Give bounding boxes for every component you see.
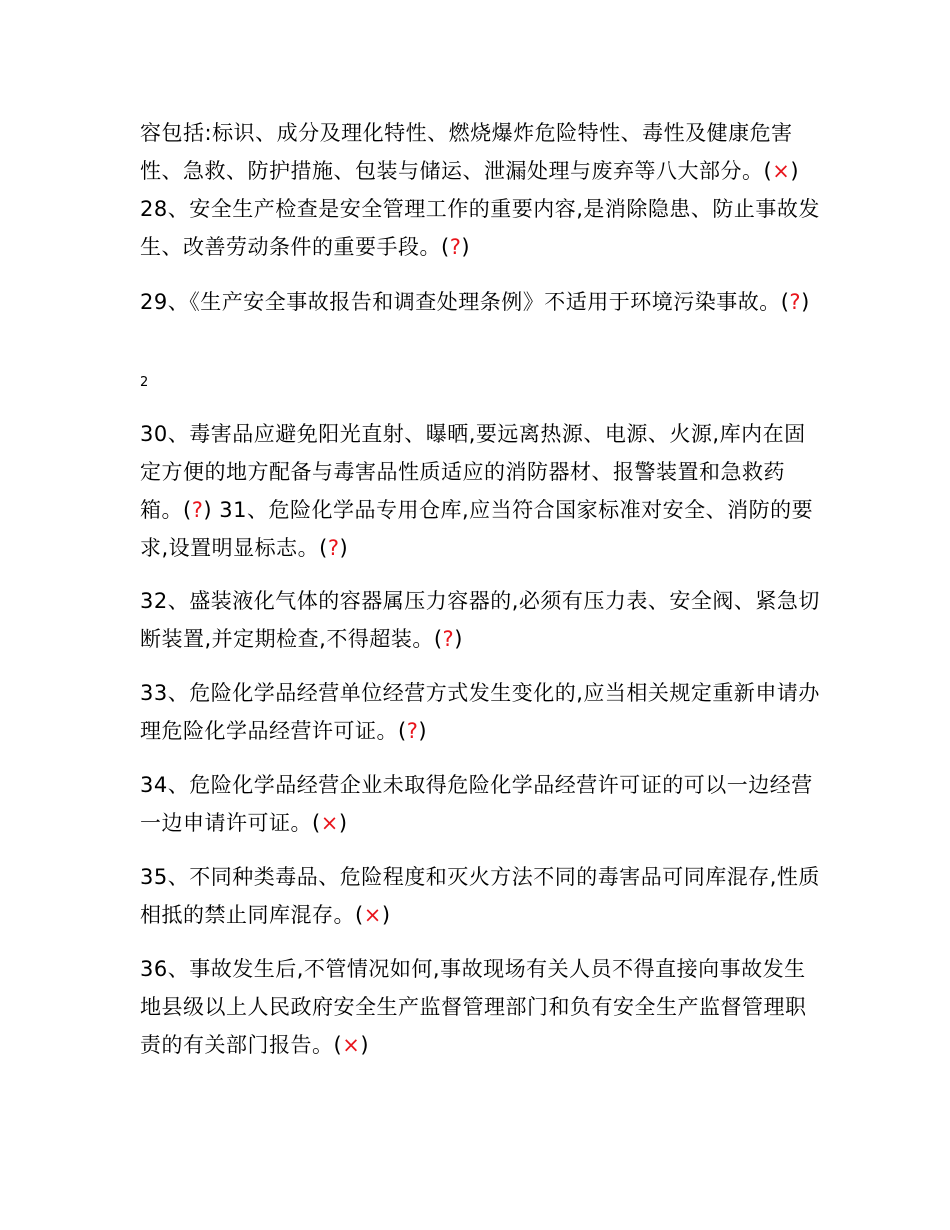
paragraph-29 [140, 283, 820, 321]
para-text: 36、事故发生后,不管情况如何,事故现场有关人员不得直接向事故发生地县级以上人民政府安全生产监督管理部门和负有安全生产监督管理职责的有关部门报告。( [140, 957, 807, 1057]
para-text: ) 31、危险化学品专用仓库,应当符合国家标准对安全、消防的要求,设置明显标志。( [140, 498, 814, 560]
para-text: ) 28、安全生产检查是安全管理工作的重要内容,是消除隐患、防止事故发生、改善劳动条件的重要手段。( [140, 159, 820, 259]
para-text: ) [418, 719, 428, 743]
answer-mark: × [363, 903, 382, 927]
para-text: ) [339, 536, 349, 560]
answer-mark: × [342, 1033, 361, 1057]
para-text: 35、不同种类毒品、危险程度和灭火方法不同的毒害品可同库混存,性质相抵的禁止同库混存。( [140, 865, 820, 927]
para-text: 32、盛装液化气体的容器属压力容器的,必须有压力表、安全阀、紧急切断装置,并定期检查,不得超装。( [140, 589, 820, 651]
answer-mark: × [772, 159, 791, 183]
paragraph-32 [140, 582, 820, 658]
para-text: 29、《生产安全事故报告和调查处理条例》不适用于环境污染事故。( [140, 290, 790, 314]
answer-mark: ? [442, 627, 455, 651]
para-text: ) [338, 811, 348, 835]
para-text: 34、危险化学品经营企业未取得危险化学品经营许可证的可以一边经营一边申请许可证。( [140, 773, 813, 835]
para-text: ) [381, 903, 391, 927]
page-number: 2 [140, 375, 149, 390]
paragraph-33 [140, 674, 820, 750]
paragraph-34 [140, 766, 820, 842]
para-text: 容包括:标识、成分及理化特性、燃烧爆炸危险特性、毒性及健康危害性、急救、防护措施、包装与储运、泄漏处理与废弃等八大部分。( [140, 121, 793, 183]
paragraph-35 [140, 858, 820, 934]
para-text: ) [454, 627, 463, 651]
answer-mark: ? [789, 290, 802, 314]
paragraph-36 [140, 950, 820, 1064]
paragraph-27-28 [140, 114, 820, 266]
para-text: 30、毒害品应避免阳光直射、曝晒,要远离热源、电源、火源,库内在固定方便的地方配备与毒害品性质适应的消防器材、报警装置和急救药箱。( [140, 422, 806, 522]
para-text: ) [360, 1033, 370, 1057]
paragraph-30-31 [140, 415, 820, 567]
para-text: ) [461, 235, 471, 259]
answer-mark: ? [449, 235, 462, 259]
answer-mark: ? [406, 719, 419, 743]
answer-mark: ? [191, 498, 204, 522]
answer-mark: ? [327, 536, 340, 560]
para-text: ) [801, 290, 810, 314]
answer-mark: × [320, 811, 339, 835]
para-text: 33、危险化学品经营单位经营方式发生变化的,应当相关规定重新申请办理危险化学品经营许可证。( [140, 681, 820, 743]
